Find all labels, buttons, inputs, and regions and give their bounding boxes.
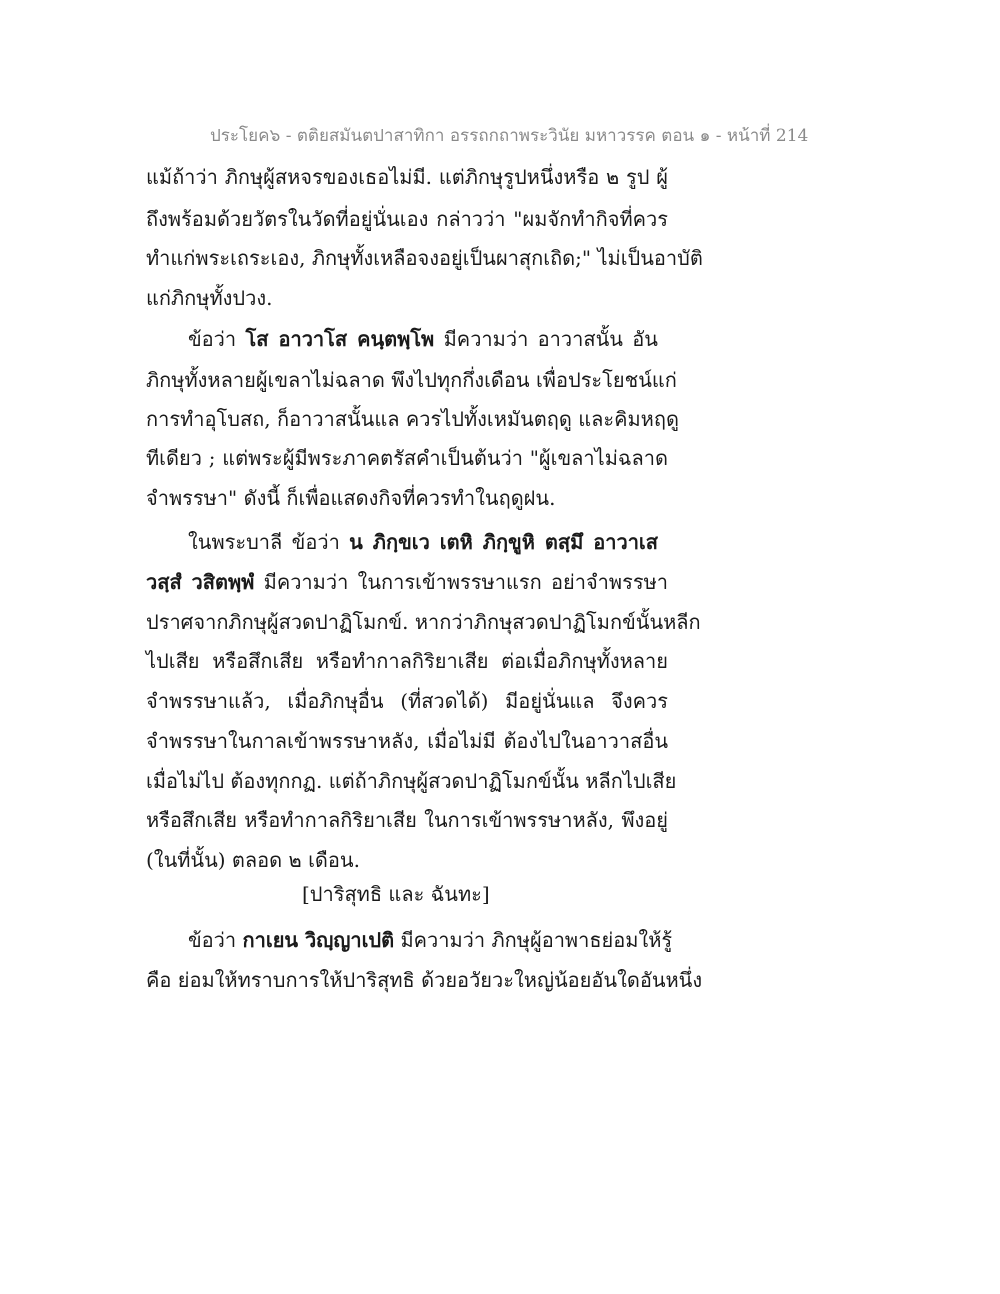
text-line bbox=[146, 205, 668, 233]
text-line bbox=[146, 405, 679, 433]
text-line bbox=[146, 568, 668, 596]
text-span: เมื่อไม่ไป ต้องทุกกฏ. แต่ถ้าภิกษุผู้สวดปาฏิโมกข์นั้น หลีกไปเสีย bbox=[146, 769, 677, 793]
text-span: แม้ถ้าว่า ภิกษุผู้สหจรของเธอไม่มี. แต่ภิกษุรูปหนึ่งหรือ ๒ รูป ผู้ bbox=[146, 165, 668, 189]
text-span: จำพรรษาในกาลเข้าพรรษาหลัง, เมื่อไม่มี ต้องไปในอาวาสอื่น bbox=[146, 729, 668, 753]
text-line bbox=[188, 926, 673, 954]
text-line bbox=[146, 163, 668, 191]
text-span: มีความว่า ภิกษุผู้อาพาธย่อมให้รู้ bbox=[394, 928, 673, 952]
text-line bbox=[146, 966, 703, 994]
text-span: ข้อว่า bbox=[188, 327, 246, 351]
pali-term: วสฺสํ วสิตพฺพํ bbox=[146, 570, 255, 594]
text-line bbox=[146, 608, 701, 636]
text-line bbox=[146, 806, 668, 834]
text-line bbox=[146, 647, 668, 675]
text-span: จำพรรษา" ดังนี้ ก็เพื่อแสดงกิจที่ควรทำในฤดูฝน. bbox=[146, 486, 556, 510]
text-span: คือ ย่อมให้ทราบการให้ปาริสุทธิ ด้วยอวัยวะใหญ่น้อยอันใดอันหนึ่ง bbox=[146, 968, 703, 992]
text-line bbox=[146, 727, 668, 755]
text-span: มีความว่า ในการเข้าพรรษาแรก อย่าจำพรรษา bbox=[254, 570, 668, 594]
text-line bbox=[146, 444, 668, 472]
section-heading bbox=[302, 880, 862, 908]
text-span: ทีเดียว ; แต่พระผู้มีพระภาคตรัสคำเป็นต้นว่า "ผู้เขลาไม่ฉลาด bbox=[146, 446, 668, 470]
text-span: การทำอุโบสถ, ก็อาวาสนั้นแล ควรไปทั้งเหมันตฤดู และคิมหฤดู bbox=[146, 407, 679, 431]
text-span: ข้อว่า bbox=[188, 928, 243, 952]
pali-term: กาเยน วิญฺญาเปติ bbox=[242, 928, 395, 952]
text-span: จำพรรษาแล้ว, เมื่อภิกษุอื่น (ที่สวดได้) มีอยู่นั่นแล จึงควร bbox=[146, 689, 668, 713]
text-span: ภิกษุทั้งหลายผู้เขลาไม่ฉลาด พึงไปทุกกึ่งเดือน เพื่อประโยชน์แก่ bbox=[146, 368, 677, 392]
text-span: ไปเสีย หรือสึกเสีย หรือทำกาลกิริยาเสีย ต่อเมื่อภิกษุทั้งหลาย bbox=[146, 649, 668, 673]
text-line bbox=[146, 767, 677, 795]
page-header: ประโยค๖ - ตติยสมันตปาสาทิกา อรรถกถาพระวินัย มหาวรรค ตอน ๑ - หน้าที่ 214 bbox=[210, 126, 809, 146]
text-line bbox=[146, 366, 677, 394]
text-line bbox=[188, 325, 658, 353]
text-span: ปราศจากภิกษุผู้สวดปาฏิโมกข์. หากว่าภิกษุสวดปาฏิโมกข์นั้นหลีก bbox=[146, 610, 701, 634]
text-span: ในพระบาลี ข้อว่า bbox=[188, 530, 350, 554]
text-line bbox=[146, 284, 706, 312]
text-span: (ในที่นั้น) ตลอด ๒ เดือน. bbox=[146, 848, 360, 872]
text-span: [ปาริสุทธิ และ ฉันทะ] bbox=[302, 882, 490, 906]
text-line bbox=[146, 687, 668, 715]
text-line bbox=[146, 484, 706, 512]
pali-term: โส อาวาโส คนฺตพฺโพ bbox=[245, 327, 435, 351]
pali-term: น ภิกฺขเว เตหิ ภิกฺขูหิ ตสฺมึ อาวาเส bbox=[349, 530, 658, 554]
text-span: หรือสึกเสีย หรือทำกาลกิริยาเสีย ในการเข้าพรรษาหลัง, พึงอยู่ bbox=[146, 808, 668, 832]
text-span: แก่ภิกษุทั้งปวง. bbox=[146, 286, 273, 310]
text-line bbox=[188, 528, 658, 556]
text-span: ทำแก่พระเถระเอง, ภิกษุทั้งเหลือจงอยู่เป็นผาสุกเถิด;" ไม่เป็นอาบัติ bbox=[146, 246, 703, 270]
text-span: มีความว่า อาวาสนั้น อัน bbox=[434, 327, 658, 351]
text-line bbox=[146, 846, 706, 874]
text-line bbox=[146, 244, 703, 272]
text-span: ถึงพร้อมด้วยวัตรในวัดที่อยู่นั่นเอง กล่าวว่า "ผมจักทำกิจที่ควร bbox=[146, 207, 668, 231]
